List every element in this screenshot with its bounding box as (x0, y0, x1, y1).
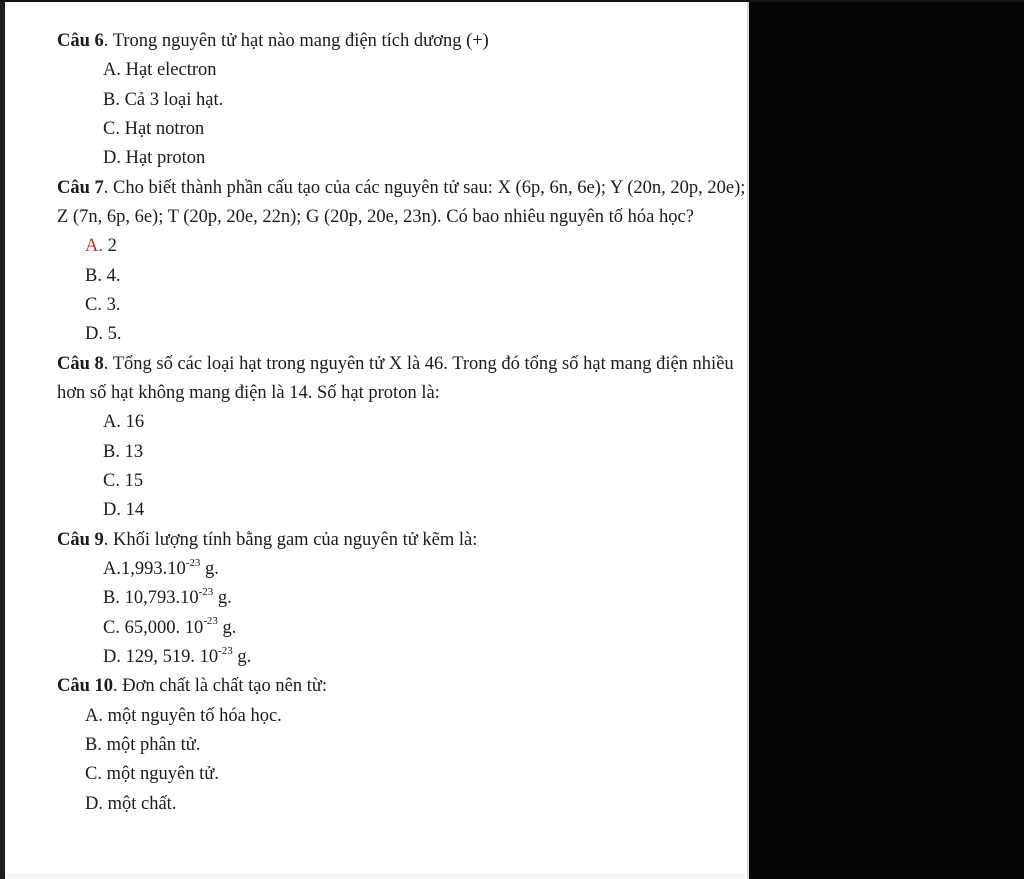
option-row (57, 467, 745, 496)
option-row (57, 320, 745, 349)
option-tail: g. (232, 646, 252, 667)
option-row (57, 760, 745, 789)
option-superscript: -23 (218, 644, 233, 657)
option-row (57, 496, 745, 525)
option-tail: g. (213, 588, 232, 609)
option-prefix-highlighted: A. (85, 236, 103, 257)
option-text: D. Hạt proton (103, 148, 206, 169)
question-intro-line2: Z (7n, 6p, 6e); T (20p, 20e, 22n); G (20p, 20e, 23n). Có bao nhiêu nguyên tố hóa học? (57, 206, 694, 227)
bottom-strip (5, 873, 745, 879)
question-intro-text: . Khối lượng tính bằng gam của nguyên tử kẽm là: (103, 529, 478, 550)
option-row (57, 232, 745, 261)
question-block-10 (57, 672, 745, 819)
question-label: Câu 9 (57, 529, 104, 550)
option-text: B. 4. (85, 265, 121, 286)
option-row (57, 555, 745, 584)
option-text: C. 3. (85, 294, 121, 315)
question-intro-line (57, 672, 745, 701)
right-panel (747, 0, 1024, 879)
option-row (57, 643, 745, 672)
option-superscript: -23 (203, 615, 218, 628)
question-label: Câu 10 (57, 676, 114, 697)
option-text: C. 65,000. 10 (103, 617, 204, 638)
question-label: Câu 6 (57, 31, 104, 51)
option-tail: g. (217, 617, 237, 638)
question-intro-text: . Đơn chất là chất tạo nên từ: (113, 676, 328, 697)
option-row (57, 56, 745, 85)
option-row (57, 731, 745, 760)
question-intro-line (57, 526, 745, 555)
option-text: A.1,993.10 (103, 558, 186, 579)
question-intro-text: . Cho biết thành phần cấu tạo của các nguyên tử sau: X (6p, 6n, 6e); Y (20n, 20p, 20e); (103, 177, 746, 198)
question-intro-line (57, 27, 745, 56)
question-block-7 (57, 174, 745, 350)
option-text: B. Cả 3 loại hạt. (103, 89, 224, 110)
option-text: C. 15 (103, 470, 144, 491)
option-row (57, 144, 745, 173)
question-intro-line2: hơn số hạt không mang điện là 14. Số hạt proton là: (57, 382, 440, 403)
question-intro-line (57, 174, 745, 203)
option-row (57, 438, 745, 467)
question-label: Câu 8 (57, 353, 104, 374)
option-superscript: -23 (185, 556, 201, 569)
question-intro-text: . Tổng số các loại hạt trong nguyên tử X là 46. Trong đó tổng số hạt mang điện nhiều (103, 353, 734, 374)
left-border (0, 0, 5, 879)
option-row (57, 790, 745, 819)
option-row (57, 584, 745, 613)
option-text: C. một nguyên tử. (85, 764, 219, 785)
option-text: B. một phân tử. (85, 734, 201, 755)
option-row (57, 291, 745, 320)
option-text: D. 5. (85, 324, 122, 345)
option-row (57, 115, 745, 144)
question-intro-text: . Trong nguyên tử hạt nào mang điện tích dương (+) (103, 31, 489, 51)
option-row (57, 614, 745, 643)
option-tail: g. (200, 558, 219, 579)
question-intro-line (57, 350, 745, 379)
question-block-9 (57, 526, 745, 673)
option-text: C. Hạt notron (103, 118, 205, 139)
option-text: D. 14 (103, 500, 145, 521)
option-row (57, 702, 745, 731)
option-text: D. một chất. (85, 793, 177, 814)
question-block-6 (57, 27, 745, 174)
option-row (57, 408, 745, 437)
option-text: 2 (103, 236, 117, 257)
option-row (57, 86, 745, 115)
question-label: Câu 7 (57, 177, 104, 198)
top-border (0, 0, 1024, 2)
question-block-8 (57, 350, 745, 526)
option-text: B. 13 (103, 441, 144, 462)
option-superscript: -23 (198, 586, 214, 599)
option-text: A. Hạt electron (103, 60, 217, 81)
option-row (57, 262, 745, 291)
option-text: A. một nguyên tố hóa học. (85, 705, 282, 726)
option-text: D. 129, 519. 10 (103, 646, 219, 667)
option-text: A. 16 (103, 412, 145, 433)
document-page (5, 0, 745, 879)
option-text: B. 10,793.10 (103, 588, 199, 609)
